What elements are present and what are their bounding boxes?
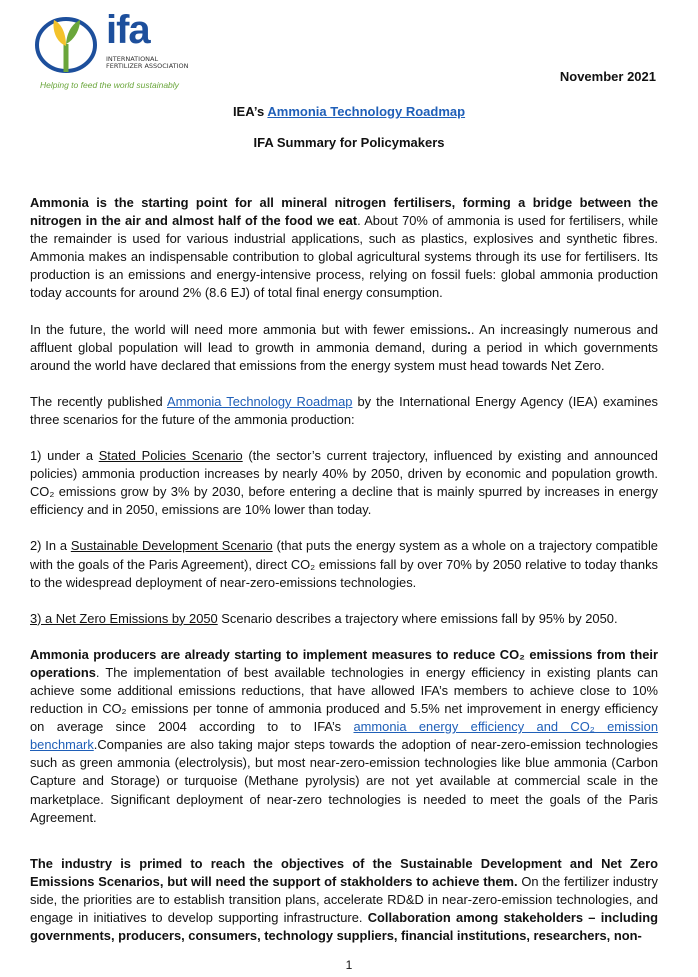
page-number: 1	[345, 958, 353, 972]
logo-tagline: Helping to feed the world sustainably	[40, 80, 179, 90]
paragraph-industry: The industry is primed to reach the objectives of the Sustainable Development and Net Zero Emissions Scenarios, but will need the support of stakholders to achieve them. On the fertilizer industry side, the priorities are to establish transition plans, accelerate RD&D in near-zero-emission technologies, and engage in initiatives to develop supporting infrastructure. Collaboration among stakeholders – including governments, producers, consumers, technology suppliers, financial institutions, researchers, non-	[30, 855, 658, 944]
title-roadmap-link[interactable]: Ammonia Technology Roadmap	[267, 104, 466, 119]
paragraph-scenario-1: 1) under a Stated Policies Scenario (the sector’s current trajectory, influenced by existing and announced policies) ammonia production increases by nearly 40% by 2050, driven by economic and population growth. CO₂ emissions grow by 3% by 2030, before entering a decline that is mainly spurred by increases in energy efficiency and in 2050, emissions are 10% lower than today.	[30, 448, 658, 518]
paragraph-scenario-2: 2) In a Sustainable Development Scenario (that puts the energy system as a whole on a trajectory compatible with the goals of the Paris Agreement), direct CO₂ emissions fall by over 70% by 2050 relative to today thanks to the widespread deployment of near-zero-emissions technologies.	[30, 538, 658, 590]
document-subtitle: IFA Summary for Policymakers	[253, 135, 445, 150]
document-date: November 2021	[559, 69, 656, 84]
paragraph-future: In the future, the world will need more ammonia but with fewer emissions.. An increasingly numerous and affluent global population will lead to growth in ammonia demand, during a period in which governments around the world have declared that emissions from the energy system must head towards Net Zero.	[30, 321, 658, 373]
document-title: IEA’s Ammonia Technology Roadmap	[232, 104, 466, 119]
benchmark-link[interactable]: ammonia energy efficiency and CO₂ emission benchmark	[30, 719, 658, 753]
logo-wordmark: ifa	[106, 8, 150, 52]
paragraph-scenario-3: 3) a Net Zero Emissions by 2050 Scenario describes a trajectory where emissions fall by 95% by 2050.	[30, 610, 618, 626]
document-body	[30, 194, 658, 963]
roadmap-link[interactable]: Ammonia Technology Roadmap	[167, 393, 353, 409]
paragraph-ammonia-intro: Ammonia is the starting point for all mineral nitrogen fertilisers, forming a bridge between the nitrogen in the air and almost half of the food we eat. About 70% of ammonia is used for fertilisers, while the remainder is used for various industrial applications, such as plastics, explosives and synthetic fibres. Ammonia makes an indispensable contribution to global agricultural systems through its use for fertilisers. Its production is an emissions and energy-intensive process, relying on fossil fuels: global ammonia production today accounts for around 2% (8.6 EJ) of total final energy consumption.	[30, 195, 658, 301]
logo-org-name: INTERNATIONAL FERTILIZER ASSOCIATION	[106, 55, 189, 70]
paragraph-producers: Ammonia producers are already starting to implement measures to reduce CO₂ emissions from their operations. The implementation of best available technologies in energy efficiency in existing plants can achieve some additional emissions reductions, that have allowed IFA’s members to achieve close to 10% reduction in CO₂ emissions per tonne of ammonia produced and 5.5% net improvement in energy efficiency on average since 2004 according to to IFA’s ammonia energy efficiency and CO₂ emission benchmark.Companies are also taking major steps towards the adoption of near-zero-emission technologies such as green ammonia (electrolysis), but most near-zero-emission technologies like blue ammonia (Carbon Capture and Storage) or turquoise (Methane pyrolysis) are not yet available at commercial scale in the marketplace. Significant deployment of near-zero technologies is needed to meet the goals of the Paris Agreement.	[30, 646, 658, 825]
ifa-logo	[34, 8, 194, 94]
ifa-emblem-icon	[34, 14, 104, 78]
paragraph-roadmap: The recently published Ammonia Technology Roadmap by the International Energy Agency (IEA) examines three scenarios for the future of the ammonia production:	[30, 393, 658, 427]
